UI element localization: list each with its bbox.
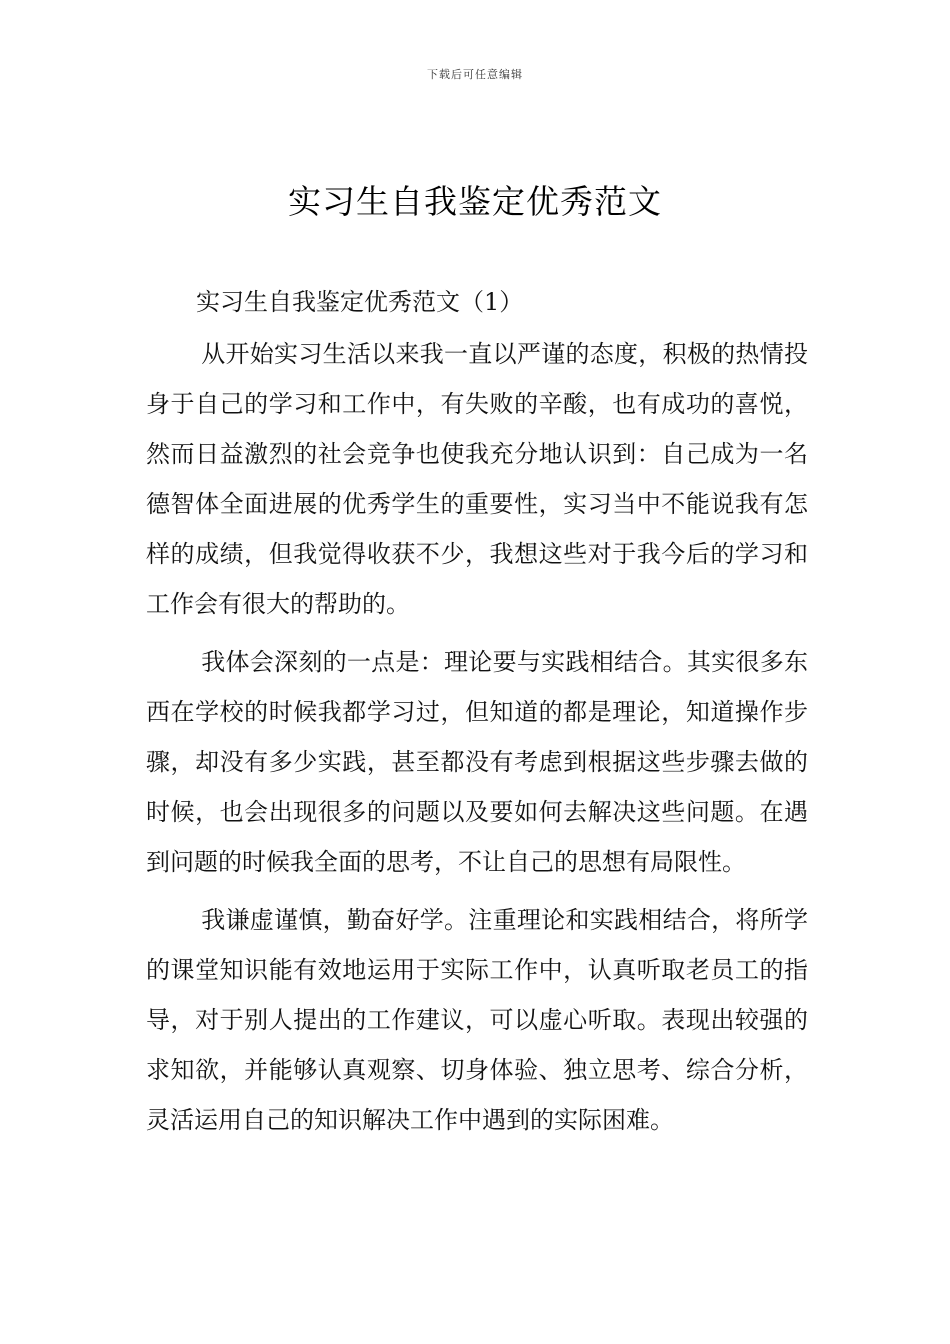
header-note: 下载后可任意编辑 xyxy=(427,68,523,81)
body-paragraph-1: 从开始实习生活以来我一直以严谨的态度，积极的热情投身于自己的学习和工作中，有失败的辛酸，也有成功的喜悦，然而日益激烈的社会竞争也使我充分地认识到：自己成为一名德智体全面进展的优秀学生的重要性，实习当中不能说我有怎样的成绩，但我觉得收获不少，我想这些对于我今后的学习和工作会有很大的帮助的。 xyxy=(146,340,808,618)
body-paragraph-2: 我体会深刻的一点是：理论要与实践相结合。其实很多东西在学校的时候我都学习过，但知道的都是理论，知道操作步骤，却没有多少实践，甚至都没有考虑到根据这些步骤去做的时候，也会出现很多的问题以及要如何去解决这些问题。在遇到问题的时候我全面的思考，不让自己的思想有局限性。 xyxy=(146,648,808,876)
body-paragraph-3: 我谦虚谨慎，勤奋好学。注重理论和实践相结合，将所学的课堂知识能有效地运用于实际工作中，认真听取老员工的指导，对于别人提出的工作建议，可以虚心听取。表现出较强的求知欲，并能够认真观察、切身体验、独立思考、综合分析，灵活运用自己的知识解决工作中遇到的实际困难。 xyxy=(146,906,808,1134)
document-body xyxy=(146,282,808,1153)
document-title: 实习生自我鉴定优秀范文 xyxy=(288,182,662,221)
section-subheading: 实习生自我鉴定优秀范文（1） xyxy=(196,288,524,316)
